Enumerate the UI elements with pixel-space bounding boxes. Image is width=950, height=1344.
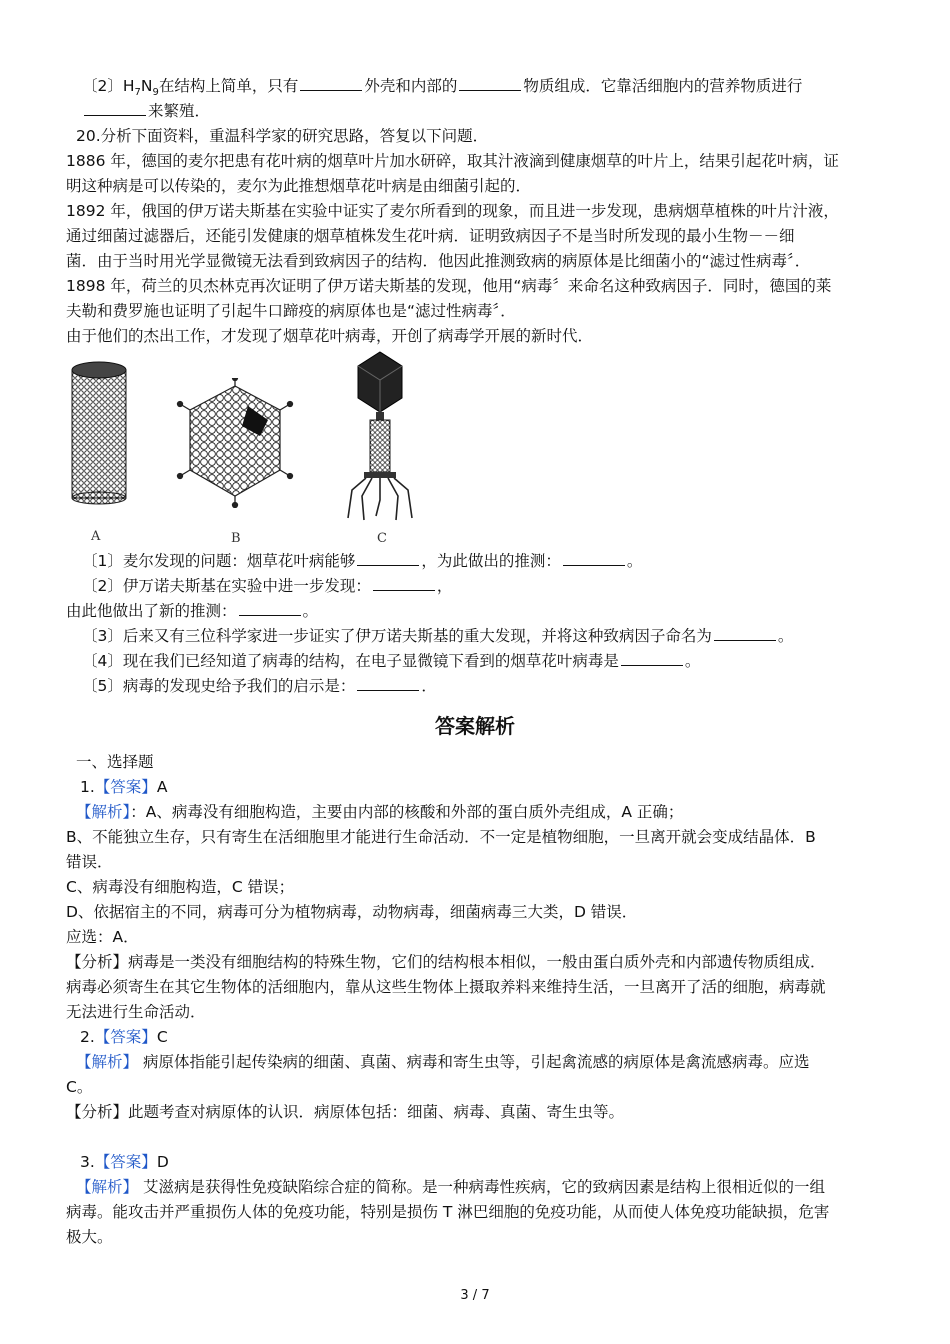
- figure-label-a: A: [91, 529, 101, 544]
- text: D: [156, 1153, 169, 1171]
- answer-3-explain-3: 极大。: [66, 1228, 113, 1246]
- answer-2: [80, 1027, 168, 1047]
- answer-2-analysis: 【分析】此题考查对病原体的认识．病原体包括：细菌、病毒、真菌、寄生虫等。: [66, 1103, 625, 1121]
- text: 艾滋病是获得性免疫缺陷综合症的简称。是一种病毒性疾病，它的致病因素是结构上很相近似的一组: [138, 1178, 825, 1196]
- subscript: 9: [152, 87, 159, 99]
- explain-tag: 【解析】: [76, 1178, 139, 1196]
- text: C: [156, 1028, 168, 1046]
- answer-tag: 【答案】: [94, 778, 157, 796]
- q20-para4: 由于他们的杰出工作，才发现了烟草花叶病毒，开创了病毒学开展的新时代．: [66, 327, 594, 345]
- text: 病原体指能引起传染病的细菌、真菌、病毒和寄生虫等，引起禽流感的病原体是禽流感病毒。应选: [138, 1053, 810, 1071]
- q19-part2-line1: [82, 76, 802, 103]
- text: 〔2〕伊万诺夫斯基在实验中进一步发现：: [82, 577, 371, 595]
- text: 〔3〕后来又有三位科学家进一步证实了伊万诺夫斯基的重大发现，并将这种致病因子命名为: [82, 627, 712, 645]
- virus-figure-c-icon: [340, 350, 420, 525]
- answer-blank[interactable]: [300, 76, 362, 91]
- answer-blank[interactable]: [373, 576, 435, 591]
- text: N: [140, 77, 153, 95]
- answers-title: 答案解析: [435, 714, 515, 738]
- figure-label-c: C: [377, 531, 387, 546]
- text: 外壳和内部的: [364, 77, 458, 95]
- answer-blank[interactable]: [621, 651, 683, 666]
- text: 1.: [80, 778, 95, 796]
- answer-2-explain-2: C。: [66, 1078, 93, 1096]
- text: 由此他做出了新的推测：: [66, 602, 237, 620]
- text: ，: [436, 577, 453, 595]
- page-number: 3 / 7: [460, 1288, 490, 1303]
- q20-sub2-line1: [82, 576, 452, 596]
- answer-1-explain-4: C、病毒没有细胞构造，C 错误；: [66, 878, 295, 896]
- answer-blank[interactable]: [357, 676, 419, 691]
- answer-1-analysis-3: 无法进行生命活动．: [66, 1003, 206, 1021]
- q20-para1-line2: 明这种病是可以传染的，麦尔为此推想烟草花叶病是由细菌引起的．: [66, 177, 532, 195]
- virus-figure-b-icon: [168, 378, 303, 508]
- answer-tag: 【答案】: [94, 1028, 157, 1046]
- answer-blank[interactable]: [563, 551, 625, 566]
- answer-blank[interactable]: [714, 626, 776, 641]
- q20-intro: 20.分析下面资料，重温科学家的研究思路，答复以下问题．: [76, 127, 489, 145]
- text: 〔4〕现在我们已经知道了病毒的结构，在电子显微镜下看到的烟草花叶病毒是: [82, 652, 619, 670]
- answer-1-explain-6: 应选：A．: [66, 928, 139, 946]
- answer-1: [80, 777, 167, 797]
- q20-sub2-line2: [66, 601, 318, 621]
- answer-2-explain-1: [76, 1052, 809, 1072]
- text: 。: [777, 627, 794, 645]
- q19-part2-line2: [82, 101, 210, 121]
- answer-tag: 【答案】: [94, 1153, 157, 1171]
- text: ：A、病毒没有细胞构造，主要由内部的核酸和外部的蛋白质外壳组成，A 正确；: [130, 803, 684, 821]
- answer-blank[interactable]: [459, 76, 521, 91]
- text: A: [156, 778, 168, 796]
- explain-tag: 【解析】: [76, 1053, 139, 1071]
- text: 物质组成．它靠活细胞内的营养物质进行: [523, 77, 803, 95]
- answer-3-explain-2: 病毒。能攻击并严重损伤人体的免疫功能，特别是损伤 T 淋巴细胞的免疫功能，从而使人体免疫功能缺损，危害: [66, 1203, 830, 1221]
- text: 来繁殖．: [148, 102, 211, 120]
- answer-1-analysis-1: 【分析】病毒是一类没有细胞结构的特殊生物，它们的结构根本相似，一般由蛋白质外壳和内部遗传物质组成．: [66, 953, 826, 971]
- q20-sub3: [82, 626, 793, 646]
- q20-para2-line2: 通过细菌过滤器后，还能引发健康的烟草植株发生花叶病．证明致病因子不是当时所发现的最小生物－－细: [66, 227, 795, 245]
- text: ．: [421, 677, 437, 695]
- answer-1-explain-1: [76, 802, 683, 822]
- text: 。: [626, 552, 643, 570]
- answer-3-explain-1: [76, 1177, 825, 1197]
- q20-sub4: [82, 651, 700, 671]
- text: 〔5〕病毒的发现史给予我们的启示是：: [82, 677, 356, 695]
- text: 3.: [80, 1153, 95, 1171]
- answer-3: [80, 1152, 169, 1172]
- section-heading: 一、选择题: [76, 753, 154, 771]
- q20-para3-line1: 1898 年，荷兰的贝杰林克再次证明了伊万诺夫斯基的发现，他用“病毒〞来命名这种致病因子．同时，德国的莱: [66, 277, 832, 295]
- virus-figure-a-icon: [66, 360, 136, 510]
- q20-sub5: [82, 676, 437, 696]
- explain-tag: 【解析】: [76, 803, 131, 821]
- text: 〔1〕麦尔发现的问题：烟草花叶病能够: [82, 552, 356, 570]
- q20-para1-line1: 1886 年，德国的麦尔把患有花叶病的烟草叶片加水研碎，取其汁液滴到健康烟草的叶片上，结果引起花叶病，证: [66, 152, 839, 170]
- figure-label-b: B: [231, 531, 241, 546]
- text: 。: [684, 652, 701, 670]
- answer-1-explain-5: D、依据宿主的不同，病毒可分为植物病毒，动物病毒，细菌病毒三大类，D 错误．: [66, 903, 638, 921]
- text: 2.: [80, 1028, 95, 1046]
- q20-para2-line3: 菌．由于当时用光学显微镜无法看到致病因子的结构．他因此推测致病的病原体是比细菌小的“滤过性病毒〞．: [66, 252, 811, 270]
- q20-para3-line2: 夫勒和费罗施也证明了引起牛口蹄疫的病原体也是“滤过性病毒〞．: [66, 302, 516, 320]
- text: 〔2〕H: [82, 77, 135, 95]
- q20-sub1: [82, 551, 642, 571]
- text: 在结构上简单，只有: [158, 77, 299, 95]
- answer-blank[interactable]: [357, 551, 419, 566]
- text: 。: [302, 602, 319, 620]
- answer-1-explain-3: 错误．: [66, 853, 113, 871]
- answer-blank[interactable]: [239, 601, 301, 616]
- subscript: 7: [134, 87, 141, 99]
- answer-1-explain-2: B、不能独立生存，只有寄生在活细胞里才能进行生命活动．不一定是植物细胞，一旦离开就会变成结晶体．B: [66, 828, 816, 846]
- q20-para2-line1: 1892 年，俄国的伊万诺夫斯基在实验中证实了麦尔所看到的现象，而且进一步发现，患病烟草植株的叶片汁液，: [66, 202, 839, 220]
- answer-blank[interactable]: [84, 101, 146, 116]
- text: ，为此做出的推测：: [421, 552, 561, 570]
- answer-1-analysis-2: 病毒必须寄生在其它生物体的活细胞内，靠从这些生物体上摄取养料来维持生活，一旦离开了活的细胞，病毒就: [66, 978, 826, 996]
